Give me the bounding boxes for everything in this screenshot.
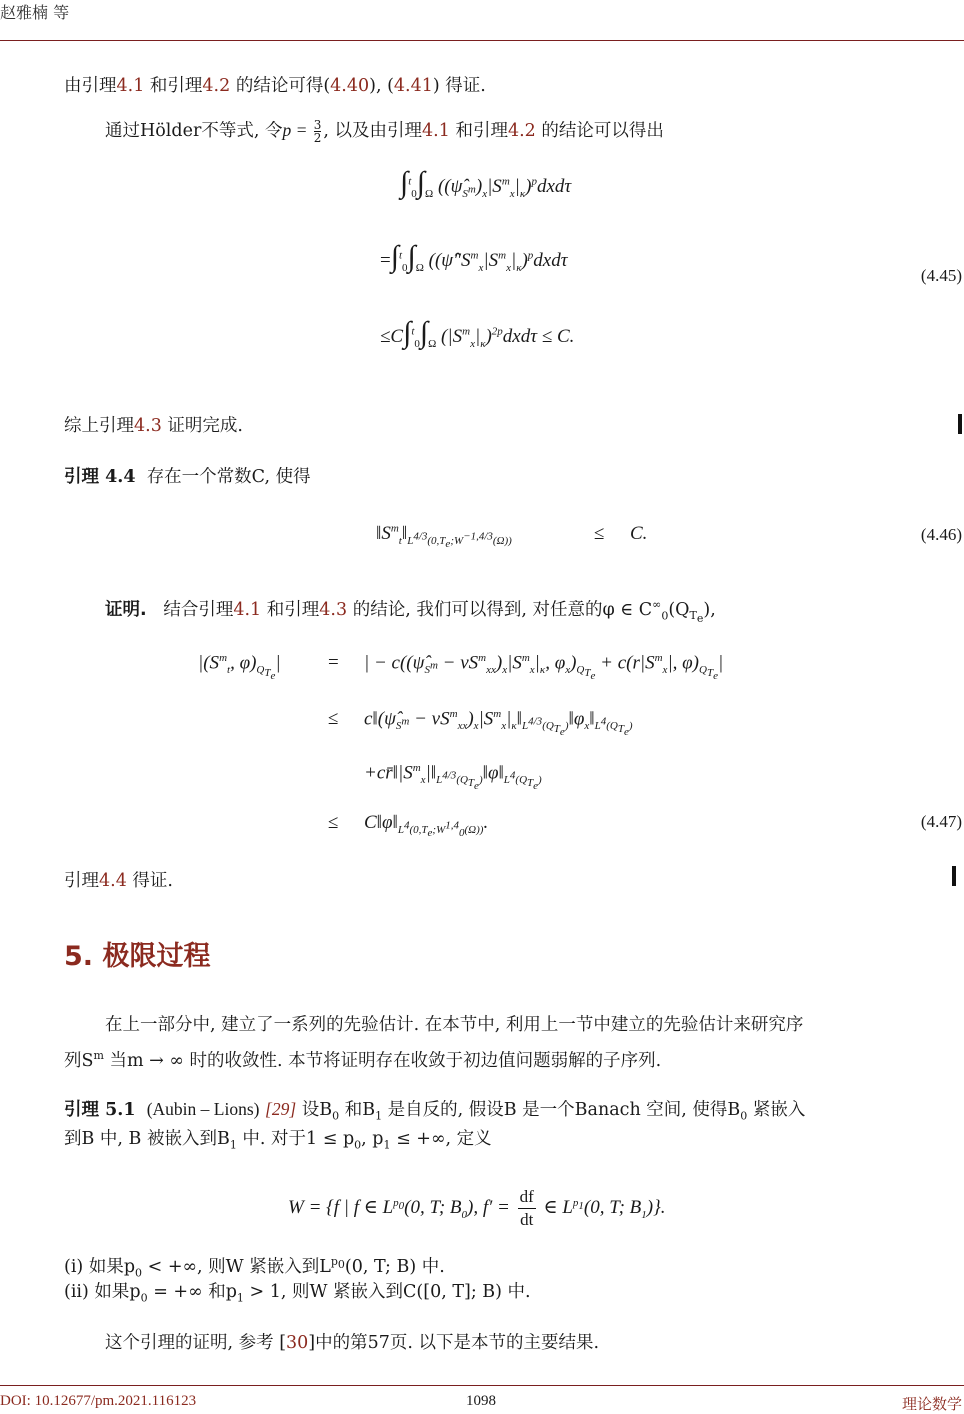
formula: ($(\psî''S^m_x|S^m_x|_\kappa)^pdxd\tau$ <box>428 249 568 274</box>
formula: $(|S^m_x|_\kappa)^{2p}dxd\tau \le C$. <box>441 325 575 350</box>
lemma-label: 引理 4.4 <box>64 467 136 487</box>
formula-rhs: | − $c((\psî_{S^m} - \nu S^m_{xx})_x|S^m_x|_\kappa$, $\varphi_x)_{Q_{T_e}} + c(r|S^m_x|$, $\varphi)_{Q_{T_e}}|$ <box>364 652 724 683</box>
fraction-numerator: 3 <box>313 118 322 132</box>
lemma-link[interactable]: 4.4 <box>99 871 127 891</box>
text: 的结论可得( <box>230 76 331 96</box>
integral-sign: ∫ <box>403 316 412 349</box>
text: 证明完成. <box>161 416 243 436</box>
integral-sign: ∫ <box>419 316 429 349</box>
integral-lower: Ω <box>425 187 434 200</box>
lemma-link[interactable]: 4.1 <box>422 121 450 141</box>
footer-rule <box>0 1385 964 1386</box>
text: ]中的第57页. 以下是本节的主要结果. <box>308 1333 600 1353</box>
doi-link[interactable]: DOI: 10.12677/pm.2021.116123 <box>0 1393 197 1409</box>
equation-W <box>288 1186 665 1231</box>
lemma-link[interactable]: 4.3 <box>134 416 162 436</box>
header-rule <box>0 40 964 41</box>
equation-4-45-line1 <box>400 168 571 200</box>
page-number: 1098 <box>466 1393 496 1409</box>
integral-sign: ∫ <box>400 166 409 199</box>
paragraph <box>105 117 664 144</box>
text: 和引理 <box>261 599 320 620</box>
relation: ≤ <box>328 708 339 729</box>
integral-sign: ∫ <box>407 240 416 273</box>
integral-lower: Ω <box>415 261 424 274</box>
integral-upper: t <box>408 175 412 188</box>
formula-lhs: $‖S^m_t‖_{L^{4/3}(0,T_e;W^{-1,4/3}(\Omega))}$ <box>376 523 512 551</box>
list-item: (i) 如果$p_0$ < +∞, 则W 紧嵌入到$L^{p_0}(0$, T; B) 中. <box>64 1255 445 1280</box>
integral-sign: ∫ <box>416 166 425 199</box>
equation-link[interactable]: 4.41 <box>393 76 433 96</box>
citation-link[interactable]: [29] <box>265 1099 297 1119</box>
formula: ∈ $L^{p_1}(0$, T; $B_1$)}. <box>543 1196 666 1221</box>
text: 综上引理 <box>64 416 134 436</box>
integral-lower: Ω <box>428 337 437 350</box>
text: 和引理 <box>449 121 508 141</box>
paragraph <box>64 73 486 99</box>
fraction-denominator: dt <box>520 1210 534 1229</box>
lemma-link[interactable]: 4.1 <box>233 599 262 620</box>
paragraph-line: 列$S^m$ 当m → ∞ 时的收敛性. 本节将证明存在收敛于初边值问题弱解的子序列. <box>64 1049 662 1071</box>
citation-link[interactable]: 30 <box>286 1333 309 1353</box>
lemma-link[interactable]: 4.3 <box>319 599 348 620</box>
text: 通过Hölder不等式, 令 <box>105 121 283 141</box>
operator: ≤C <box>380 326 404 347</box>
formula-rhs: $c‖(\psî_{S^m}$ − $\nu S^m_{xx})_x|S^m_x|_\kappa‖_{L^{4/3}(Q_{T_e})}‖\varphi_x‖_{L^4(Q_{T_e})}$ <box>364 708 633 739</box>
formula: $((\psî_{S^m})_x|S^m_x|_\kappa)^pdxd\tau$ <box>437 175 572 200</box>
text: 的结论, 我们可以得到, 对任意的φ ∈ $C^\infty_0(Q_{T_e})$, <box>347 598 716 626</box>
lemma-4-4 <box>64 464 311 490</box>
qed-mark <box>958 414 962 434</box>
fraction <box>518 1186 536 1231</box>
operator: = <box>380 250 391 271</box>
qed-mark <box>952 866 956 886</box>
text: ), ( <box>369 76 394 96</box>
formula-rhs: C. <box>630 523 648 544</box>
relation: ≤ <box>594 523 605 544</box>
paragraph <box>64 868 173 894</box>
text: 和引理 <box>144 76 203 96</box>
lemma-link[interactable]: 4.2 <box>507 121 536 141</box>
equation-number: (4.45) <box>920 266 962 285</box>
text: 结合引理 <box>163 599 234 620</box>
section-title: 5. 极限过程 <box>64 941 211 972</box>
integral-lower: 0 <box>402 261 408 274</box>
text: 的结论可以得出 <box>535 121 664 141</box>
running-header: 赵雅楠 等 <box>0 3 70 22</box>
integral-lower: 0 <box>414 337 420 350</box>
formula-rhs: $+cr̄‖|S^m_x|‖_{L^{4/3}(Q_{T_e})}‖\varphi‖_{L^4(Q_{T_e})}$ <box>364 762 542 793</box>
lemma-label: 引理 5.1 <box>64 1100 136 1120</box>
proof-label: 证明. <box>105 599 147 620</box>
integral-upper: t <box>411 325 415 338</box>
formula-rhs: $C‖\varphi‖_{L^4(0,T_e;W^{1,4}_0(\Omega))}$. <box>364 812 489 839</box>
paragraph-line: 在上一部分中, 建立了一系列的先验估计. 在本节中, 利用上一节中建立的先验估计来研究序 <box>105 1015 804 1035</box>
equation-link[interactable]: 4.40 <box>330 76 370 96</box>
equation-4-45-line3 <box>380 318 574 350</box>
text: , 以及由引理 <box>323 121 423 141</box>
fraction-numerator: df <box>518 1186 536 1209</box>
paragraph <box>64 413 243 439</box>
integral-sign: ∫ <box>390 240 399 273</box>
lemma-text: 存在一个常数C, 使得 <box>146 467 311 487</box>
text: 由引理 <box>64 76 117 96</box>
text: 这个引理的证明, 参考 [ <box>105 1333 287 1353</box>
paragraph <box>105 1330 599 1356</box>
text: ) 得证. <box>432 76 486 96</box>
proof-intro <box>105 592 716 633</box>
equation-4-46 <box>376 523 512 550</box>
lemma-link[interactable]: 4.1 <box>116 76 145 96</box>
text: 引理 <box>64 871 99 891</box>
formula: W = {f | f ∈ $L^{p_0}(0$, T; $B_0$), f′ = <box>288 1196 510 1221</box>
equation-number: (4.46) <box>920 525 962 544</box>
list-item: (ii) 如果$p_0$ = +∞ 和$p_1 > 1$, 则W 紧嵌入到C([0, T]; B) 中. <box>64 1282 531 1305</box>
integral-upper: t <box>398 249 402 262</box>
text: (Aubin – Lions) <box>146 1099 260 1119</box>
formula-lhs: $|(S^m_t$, $\varphi)_{Q_{T_e}}|$ <box>198 652 281 683</box>
text: 设$B_0$ 和$B_1$ 是自反的, 假设B 是一个Banach 空间, 使得$B_0$ 紧嵌入 <box>301 1100 806 1123</box>
relation: ≤ <box>328 812 339 833</box>
equation-number: (4.47) <box>920 812 962 831</box>
fraction-denominator: 2 <box>313 131 322 145</box>
relation: = <box>328 652 339 673</box>
lemma-5-1 <box>64 1096 805 1130</box>
equation-4-45-line2 <box>380 242 568 274</box>
fraction <box>314 119 322 144</box>
math-inline: p = <box>282 120 312 140</box>
integral-lower: 0 <box>411 187 417 200</box>
lemma-link[interactable]: 4.2 <box>202 76 231 96</box>
journal-name: 理论数学 <box>901 1397 962 1413</box>
text: 得证. <box>126 871 173 891</box>
lemma-text: 到B 中, B 被嵌入到$B_1$ 中. 对于$1 \le p_0$, $p_1$ ≤ +∞, 定义 <box>64 1129 492 1152</box>
